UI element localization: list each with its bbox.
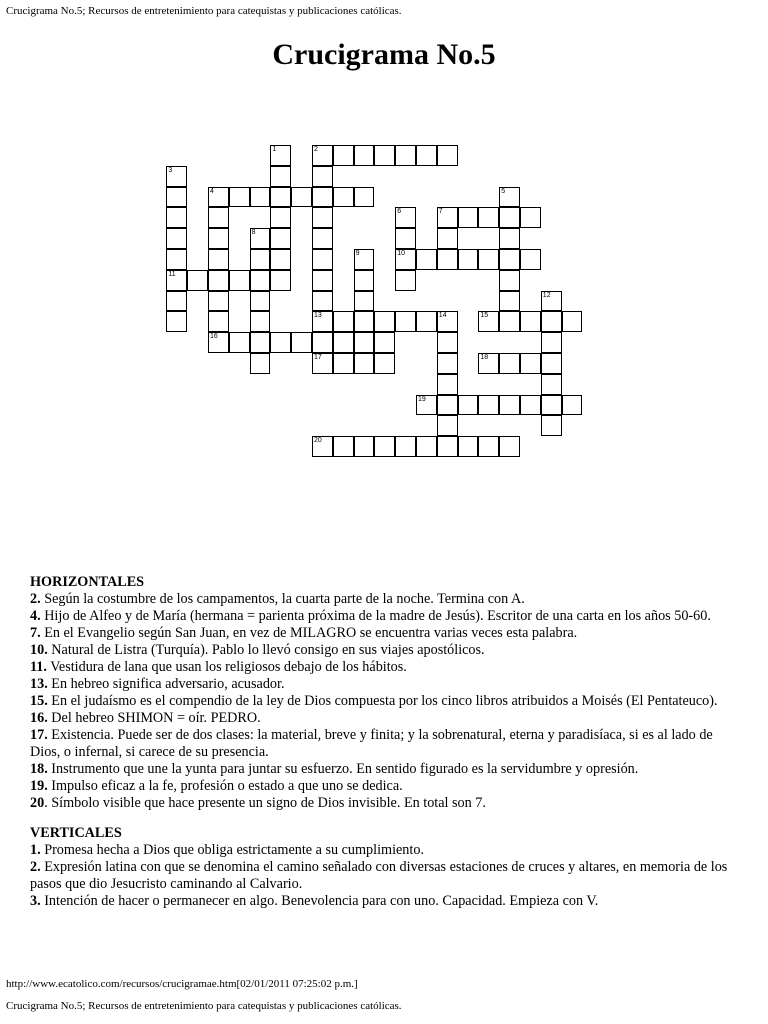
clue-text: Hijo de Alfeo y de María (hermana = parienta próxima de la madre de Jesús). Escritor de una carta en los años 50-60.	[40, 608, 711, 624]
crossword-cell[interactable]	[333, 311, 354, 332]
clue-text: Impulso eficaz a la fe, profesión o estado a que uno se dedica.	[47, 778, 403, 794]
crossword-cell[interactable]	[354, 249, 375, 270]
crossword-cell[interactable]	[166, 187, 187, 208]
crossword-cell[interactable]	[437, 353, 458, 374]
crossword-cell[interactable]	[541, 291, 562, 312]
crossword-cell[interactable]	[166, 270, 187, 291]
crossword-cell[interactable]	[562, 395, 583, 416]
crossword-cell[interactable]	[312, 166, 333, 187]
crossword-cell[interactable]	[312, 187, 333, 208]
crossword-cell[interactable]	[520, 395, 541, 416]
crossword-cell[interactable]	[499, 270, 520, 291]
crossword-cell[interactable]	[333, 436, 354, 457]
cell-number: 13	[314, 312, 322, 320]
crossword-cell[interactable]	[250, 187, 271, 208]
clue-number: 7.	[30, 625, 41, 641]
clue-item	[30, 642, 742, 659]
crossword-cell[interactable]	[437, 436, 458, 457]
clue-number: 19.	[30, 778, 48, 794]
vertical-clue-list	[30, 842, 742, 910]
crossword-cell[interactable]	[354, 311, 375, 332]
crossword-cell[interactable]	[437, 249, 458, 270]
crossword-cell[interactable]	[250, 311, 271, 332]
crossword-cell[interactable]	[166, 291, 187, 312]
crossword-cell[interactable]	[250, 270, 271, 291]
cell-number: 20	[314, 437, 322, 445]
vertical-heading: VERTICALES	[30, 825, 122, 841]
crossword-cell[interactable]	[478, 249, 499, 270]
crossword-cell[interactable]	[499, 187, 520, 208]
clue-text: En el judaísmo es el compendio de la ley de Dios compuesta por los cinco libros atribuidos a Moisés (El Pentateuco).	[47, 693, 718, 709]
clue-text: Promesa hecha a Dios que obliga estrictamente a su cumplimiento.	[40, 842, 424, 858]
crossword-cell[interactable]	[499, 291, 520, 312]
crossword-cell[interactable]	[416, 311, 437, 332]
crossword-cell[interactable]	[208, 249, 229, 270]
crossword-cell[interactable]	[541, 374, 562, 395]
cell-number: 7	[438, 208, 443, 216]
crossword-cell[interactable]	[374, 311, 395, 332]
clue-text: Existencia. Puede ser de dos clases: la material, breve y finita; y la sobrenatural, eterna y paradisíaca, si es al lado de Dios, o infernal, si carece de su presencia.	[30, 727, 713, 760]
clue-item	[30, 893, 742, 910]
crossword-cell[interactable]	[354, 291, 375, 312]
crossword-cell[interactable]	[166, 166, 187, 187]
crossword-cell[interactable]	[374, 353, 395, 374]
horizontal-heading: HORIZONTALES	[30, 574, 145, 590]
clue-number: 3.	[30, 893, 41, 909]
crossword-cell[interactable]	[499, 311, 520, 332]
crossword-cell[interactable]	[229, 332, 250, 353]
clue-item	[30, 761, 742, 778]
crossword-cell[interactable]	[354, 353, 375, 374]
crossword-cell[interactable]	[437, 395, 458, 416]
crossword-cell[interactable]	[416, 145, 437, 166]
crossword-cell[interactable]	[478, 353, 499, 374]
crossword-cell[interactable]	[354, 145, 375, 166]
page-header-text: Crucigrama No.5; Recursos de entretenimiento para catequistas y publicaciones católicas.	[6, 5, 402, 17]
crossword-cell[interactable]	[520, 207, 541, 228]
crossword-cell[interactable]	[354, 332, 375, 353]
crossword-cell[interactable]	[312, 249, 333, 270]
crossword-cell[interactable]	[541, 311, 562, 332]
cell-number: 11	[168, 270, 176, 278]
crossword-cell[interactable]	[229, 187, 250, 208]
crossword-cell[interactable]	[395, 249, 416, 270]
crossword-cell[interactable]	[416, 249, 437, 270]
crossword-cell[interactable]	[312, 270, 333, 291]
crossword-cell[interactable]	[270, 166, 291, 187]
crossword-cell[interactable]	[312, 353, 333, 374]
crossword-cell[interactable]	[437, 145, 458, 166]
cell-number: 4	[210, 187, 214, 195]
crossword-cell[interactable]	[478, 395, 499, 416]
clue-number: 18.	[30, 761, 48, 777]
crossword-cell[interactable]	[333, 187, 354, 208]
cell-number: 8	[251, 229, 256, 237]
crossword-cell[interactable]	[437, 207, 458, 228]
clue-item	[30, 693, 742, 710]
crossword-cell[interactable]	[270, 249, 291, 270]
clue-text: En el Evangelio según San Juan, en vez de MILAGRO se encuentra varias veces esta palabra.	[40, 625, 578, 641]
crossword-cell[interactable]	[208, 332, 229, 353]
clue-number: 13.	[30, 676, 48, 692]
clue-item	[30, 842, 742, 859]
crossword-cell[interactable]	[541, 415, 562, 436]
clue-number: 2.	[30, 591, 41, 607]
clue-text: Según la costumbre de los campamentos, la cuarta parte de la noche. Termina con A.	[40, 591, 525, 607]
crossword-cell[interactable]	[312, 228, 333, 249]
crossword-cell[interactable]	[437, 374, 458, 395]
clue-text: Natural de Listra (Turquía). Pablo lo llevó consigo en sus viajes apostólicos.	[47, 642, 485, 658]
clue-number: 20	[30, 795, 45, 811]
clues-section	[30, 574, 742, 910]
clue-text: . Símbolo visible que hace presente un signo de Dios invisible. En total son 7.	[44, 795, 486, 811]
crossword-cell[interactable]	[250, 249, 271, 270]
crossword-cell[interactable]	[374, 332, 395, 353]
crossword-cell[interactable]	[312, 436, 333, 457]
crossword-cell[interactable]	[166, 311, 187, 332]
crossword-cell[interactable]	[478, 207, 499, 228]
crossword-cell[interactable]	[520, 353, 541, 374]
crossword-cell[interactable]	[374, 436, 395, 457]
crossword-cell[interactable]	[499, 207, 520, 228]
crossword-cell[interactable]	[395, 270, 416, 291]
crossword-cell[interactable]	[250, 353, 271, 374]
crossword-cell[interactable]	[437, 311, 458, 332]
crossword-cell[interactable]	[437, 332, 458, 353]
crossword-cell[interactable]	[395, 145, 416, 166]
cell-number: 6	[397, 208, 402, 216]
crossword-cell[interactable]	[354, 187, 375, 208]
crossword-cell[interactable]	[395, 228, 416, 249]
cell-number: 1	[272, 146, 277, 153]
footer-header-text: Crucigrama No.5; Recursos de entretenimiento para catequistas y publicaciones católicas.	[6, 1000, 402, 1012]
crossword-cell[interactable]	[416, 436, 437, 457]
horizontal-clue-list	[30, 591, 742, 812]
crossword-cell[interactable]	[250, 291, 271, 312]
crossword-cell[interactable]	[270, 187, 291, 208]
clue-text: Intención de hacer o permanecer en algo. Benevolencia para con uno. Capacidad. Empieza con V.	[40, 893, 599, 909]
crossword-cell[interactable]	[166, 249, 187, 270]
crossword-cell[interactable]	[208, 187, 229, 208]
crossword-cell[interactable]	[187, 270, 208, 291]
crossword-cell[interactable]	[270, 270, 291, 291]
clue-text: En hebreo significa adversario, acusador.	[47, 676, 285, 692]
cell-number: 5	[501, 187, 506, 195]
crossword-cell[interactable]	[208, 311, 229, 332]
clue-item	[30, 608, 742, 625]
cell-number: 15	[480, 312, 489, 320]
footer-url: http://www.ecatolico.com/recursos/crucigramae.htm[02/01/2011 07:25:02 p.m.]	[6, 978, 358, 990]
cell-number: 3	[168, 166, 173, 174]
crossword-cell[interactable]	[333, 332, 354, 353]
crossword-cell[interactable]	[270, 332, 291, 353]
crossword-cell[interactable]	[166, 228, 187, 249]
crossword-cell[interactable]	[416, 395, 437, 416]
crossword-cell[interactable]	[312, 291, 333, 312]
clue-item	[30, 659, 742, 676]
clue-item	[30, 710, 742, 727]
clue-number: 11.	[30, 659, 47, 675]
crossword-cell[interactable]	[166, 207, 187, 228]
crossword-cell[interactable]	[312, 207, 333, 228]
clue-number: 1.	[30, 842, 41, 858]
crossword-cell[interactable]	[437, 228, 458, 249]
crossword-cell[interactable]	[270, 207, 291, 228]
clue-text: Del hebreo SHIMON = oír. PEDRO.	[47, 710, 261, 726]
crossword-cell[interactable]	[333, 145, 354, 166]
crossword-cell[interactable]	[374, 145, 395, 166]
crossword-cell[interactable]	[250, 228, 271, 249]
clue-number: 17.	[30, 727, 48, 743]
cell-number: 10	[397, 250, 405, 257]
crossword-cell[interactable]	[458, 395, 479, 416]
crossword-cell[interactable]	[458, 207, 479, 228]
clue-item	[30, 859, 742, 893]
crossword-cell[interactable]	[395, 311, 416, 332]
crossword-cell[interactable]	[478, 436, 499, 457]
crossword-cell[interactable]	[395, 436, 416, 457]
clue-item	[30, 795, 742, 812]
crossword-cell[interactable]	[478, 311, 499, 332]
clue-item	[30, 778, 742, 795]
cell-number: 2	[314, 146, 318, 153]
crossword-cell[interactable]	[270, 145, 291, 166]
cell-number: 17	[314, 354, 322, 361]
clue-item	[30, 727, 742, 761]
clue-text: Vestidura de lana que usan los religiosos debajo de los hábitos.	[46, 659, 407, 675]
crossword-cell[interactable]	[354, 270, 375, 291]
crossword-cell[interactable]	[541, 353, 562, 374]
clue-text: Expresión latina con que se denomina el camino señalado con diversas estaciones de cruces y altares, en memoria de los pasos que dio Jesucristo caminando al Calvario.	[30, 859, 728, 892]
page-title: Crucigrama No.5	[272, 38, 496, 71]
crossword-cell[interactable]	[437, 415, 458, 436]
crossword-cell[interactable]	[270, 228, 291, 249]
crossword-grid	[0, 0, 768, 470]
clue-number: 16.	[30, 710, 48, 726]
clue-item	[30, 676, 742, 693]
crossword-cell[interactable]	[208, 207, 229, 228]
clue-item	[30, 625, 742, 642]
crossword-cell[interactable]	[208, 291, 229, 312]
cell-number: 16	[210, 333, 218, 341]
clue-item	[30, 591, 742, 608]
crossword-cell[interactable]	[208, 228, 229, 249]
crossword-cell[interactable]	[499, 395, 520, 416]
crossword-cell[interactable]	[291, 187, 312, 208]
crossword-cell[interactable]	[312, 311, 333, 332]
crossword-cell[interactable]	[312, 332, 333, 353]
crossword-cell[interactable]	[250, 332, 271, 353]
clue-text: Instrumento que une la yunta para juntar su esfuerzo. En sentido figurado es la servidumbre y opresión.	[47, 761, 639, 777]
clue-number: 4.	[30, 608, 41, 624]
crossword-cell[interactable]	[499, 436, 520, 457]
crossword-cell[interactable]	[312, 145, 333, 166]
cell-number: 9	[355, 250, 360, 257]
clue-number: 2.	[30, 859, 41, 875]
crossword-cell[interactable]	[562, 311, 583, 332]
crossword-cell[interactable]	[395, 207, 416, 228]
cell-number: 14	[438, 312, 447, 320]
crossword-cell[interactable]	[354, 436, 375, 457]
cell-number: 12	[542, 291, 551, 299]
cell-number: 19	[418, 395, 426, 403]
clue-number: 10.	[30, 642, 48, 658]
crossword-cell[interactable]	[499, 249, 520, 270]
crossword-cell[interactable]	[458, 436, 479, 457]
crossword-cell[interactable]	[499, 228, 520, 249]
crossword-cell[interactable]	[520, 249, 541, 270]
crossword-cell[interactable]	[499, 353, 520, 374]
crossword-cell[interactable]	[291, 332, 312, 353]
crossword-cell[interactable]	[229, 270, 250, 291]
cell-number: 18	[480, 354, 489, 361]
crossword-cell[interactable]	[458, 249, 479, 270]
crossword-cell[interactable]	[541, 395, 562, 416]
crossword-cell[interactable]	[208, 270, 229, 291]
crossword-cell[interactable]	[333, 353, 354, 374]
clue-number: 15.	[30, 693, 48, 709]
crossword-cell[interactable]	[541, 332, 562, 353]
crossword-cell[interactable]	[520, 311, 541, 332]
